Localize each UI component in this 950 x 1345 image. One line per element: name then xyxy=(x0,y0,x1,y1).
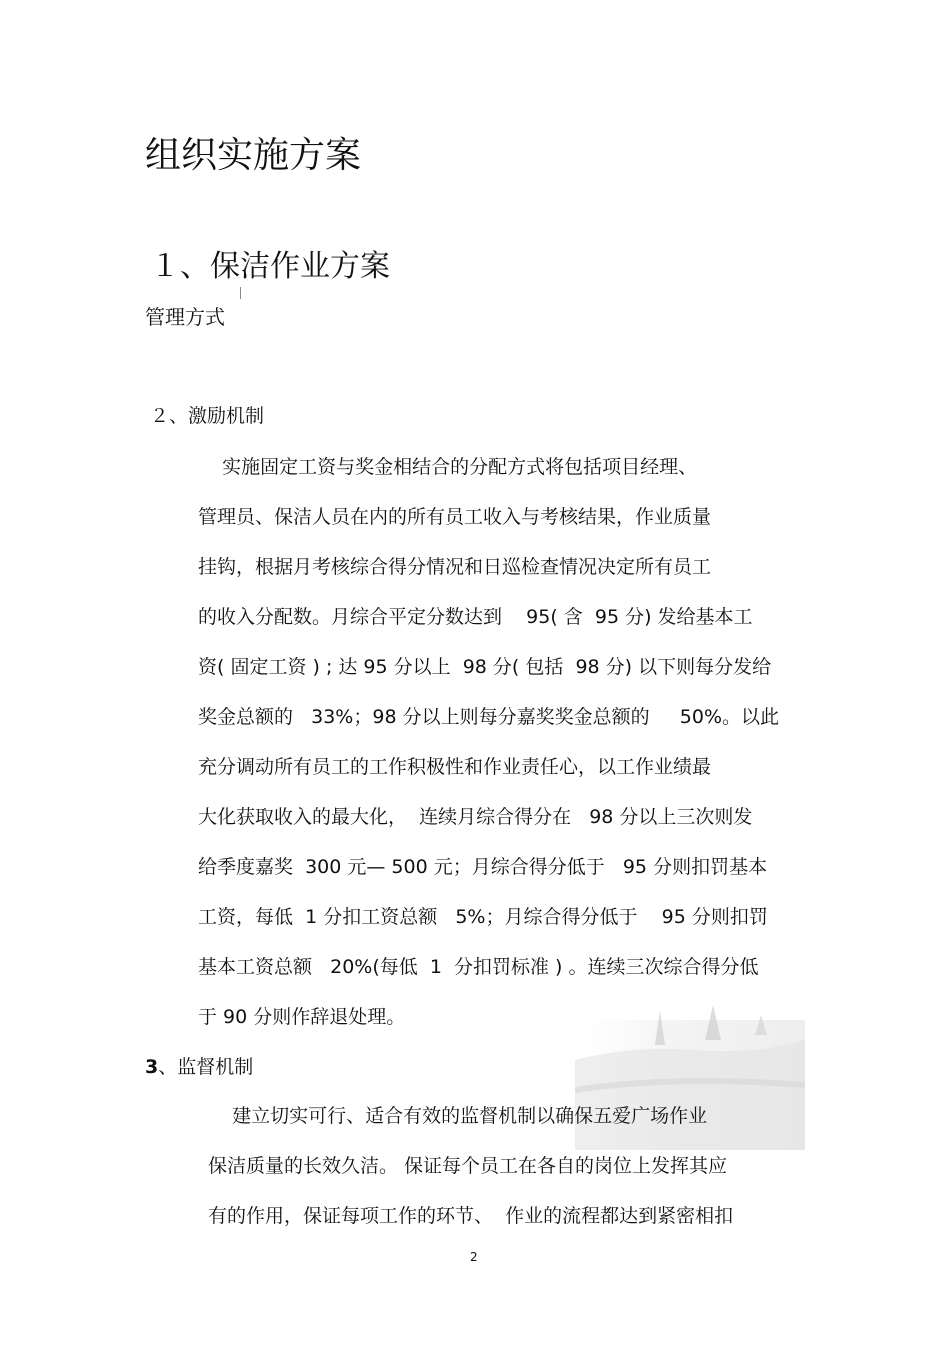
section3-number: 3 xyxy=(145,1056,159,1078)
section1-subheading: 管理方式 xyxy=(145,305,225,329)
section3-paragraph xyxy=(208,1091,733,1241)
paragraph-line: 管理员、保洁人员在内的所有员工收入与考核结果，作业质量 xyxy=(198,506,712,528)
section3-title: 、监督机制 xyxy=(158,1056,254,1078)
section3-heading xyxy=(145,1052,253,1082)
paragraph-line: 资( 固定工资 ) ; 达 95 分以上 98 分( 包括 98 分) 以下则每分发给 xyxy=(198,656,772,678)
section1-heading: １、保洁作业方案 xyxy=(150,249,390,284)
section2-paragraph xyxy=(198,442,779,1042)
paragraph-line: 建立切实可行、适合有效的监督机制以确保五爱广场作业 xyxy=(208,1105,708,1127)
paragraph-line: 有的作用，保证每项工作的环节、 作业的流程都达到紧密相扣 xyxy=(208,1205,734,1227)
paragraph-line: 奖金总额的 33%；98 分以上则每分嘉奖奖金总额的 50%。以此 xyxy=(198,706,779,728)
paragraph-line: 保洁质量的长效久洁。 保证每个员工在各自的岗位上发挥其应 xyxy=(208,1155,728,1177)
paragraph-line: 挂钩，根据月考核综合得分情况和日巡检查情况决定所有员工 xyxy=(198,556,712,578)
paragraph-line: 实施固定工资与奖金相结合的分配方式将包括项目经理、 xyxy=(198,456,698,478)
paragraph-line: 基本工资总额 20%(每低 1 分扣罚标准 ) 。连续三次综合得分低 xyxy=(198,956,759,978)
paragraph-line: 工资，每低 1 分扣工资总额 5%；月综合得分低于 95 分则扣罚 xyxy=(198,906,768,928)
paragraph-line: 给季度嘉奖 300 元— 500 元；月综合得分低于 95 分则扣罚基本 xyxy=(198,856,768,878)
paragraph-line: 大化获取收入的最大化， 连续月综合得分在 98 分以上三次则发 xyxy=(198,806,753,828)
page-number: 2 xyxy=(470,1250,478,1264)
section2-heading: ２、激励机制 xyxy=(150,405,265,427)
text-cursor-mark xyxy=(240,287,241,299)
paragraph-line: 的收入分配数。月综合平定分数达到 95( 含 95 分) 发给基本工 xyxy=(198,606,753,628)
paragraph-line: 于 90 分则作辞退处理。 xyxy=(198,1006,406,1028)
paragraph-line: 充分调动所有员工的工作积极性和作业责任心，以工作业绩最 xyxy=(198,756,712,778)
document-title: 组织实施方案 xyxy=(145,135,362,176)
